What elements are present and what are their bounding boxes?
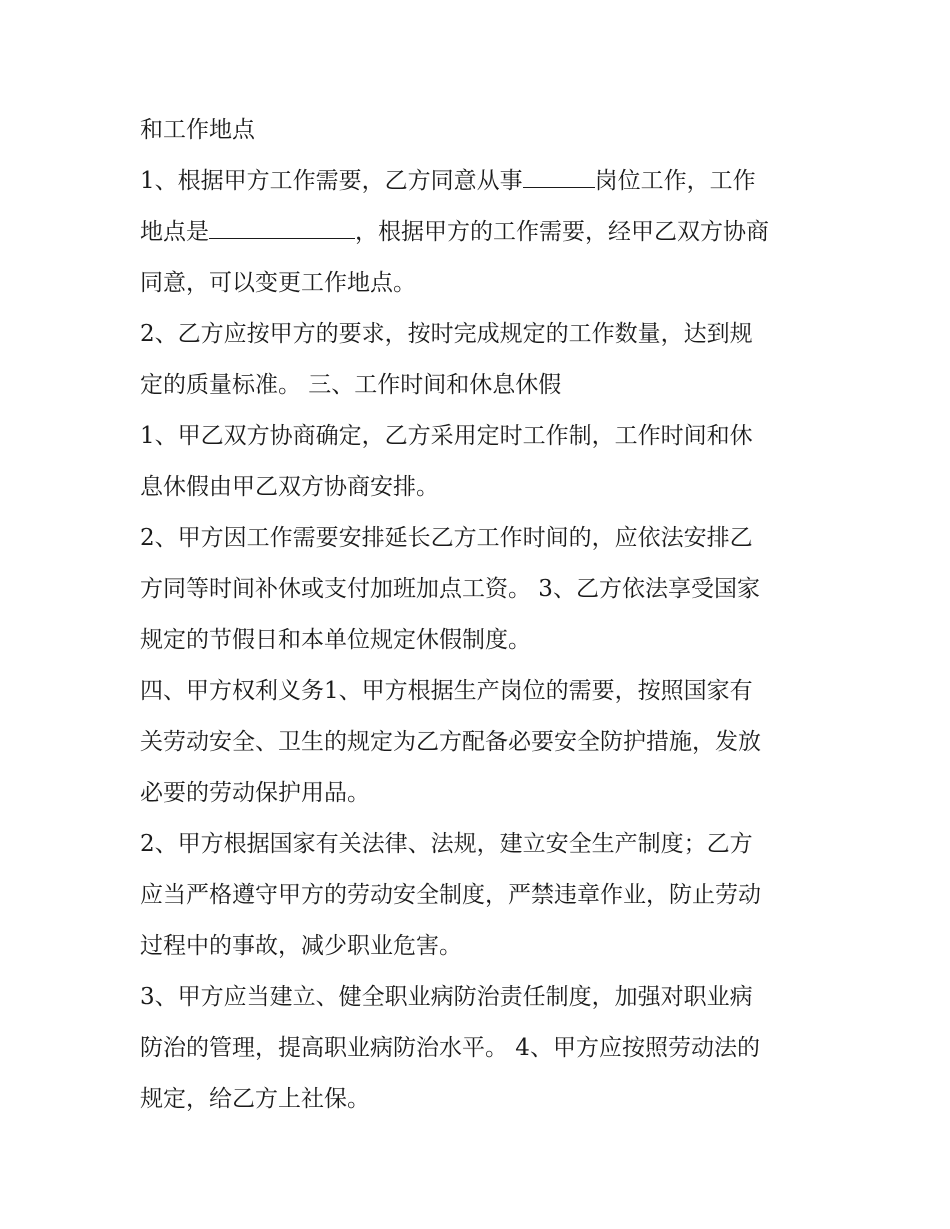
text-line: 同意，可以变更工作地点。 xyxy=(140,270,416,296)
text-line: 2、甲方因工作需要安排延长乙方工作时间的，应依法安排乙 xyxy=(140,525,753,551)
text-line: 息休假由甲乙双方协商安排。 xyxy=(140,474,439,500)
document-body xyxy=(140,105,830,1125)
fill-in-blank-position[interactable] xyxy=(523,165,595,188)
text-line: 1、甲乙双方协商确定，乙方采用定时工作制，工作时间和休 xyxy=(140,423,753,449)
text-line: 2、乙方应按甲方的要求，按时完成规定的工作数量，达到规 xyxy=(140,321,753,347)
text-line: 方同等时间补休或支付加班加点工资。 3、乙方依法享受国家 xyxy=(140,576,760,602)
text-line xyxy=(140,207,830,258)
text-line: 应当严格遵守甲方的劳动安全制度，严禁违章作业，防止劳动 xyxy=(140,882,761,908)
text-line: 必要的劳动保护用品。 xyxy=(140,780,370,806)
text-line: 3、甲方应当建立、健全职业病防治责任制度，加强对职业病 xyxy=(140,984,753,1010)
text-segment: 地点是 xyxy=(140,219,209,245)
text-line: 防治的管理，提高职业病防治水平。 4、甲方应按照劳动法的 xyxy=(140,1035,760,1061)
text-line xyxy=(140,156,830,207)
text-line: 2、甲方根据国家有关法律、法规，建立安全生产制度；乙方 xyxy=(140,831,753,857)
text-segment: 岗位工作，工作 xyxy=(594,168,756,194)
text-segment: 1、根据甲方工作需要，乙方同意从事 xyxy=(140,168,523,194)
text-line: 过程中的事故，减少职业危害。 xyxy=(140,933,462,959)
text-line: 规定，给乙方上社保。 xyxy=(140,1086,370,1112)
text-line: 四、甲方权利义务1、甲方根据生产岗位的需要，按照国家有 xyxy=(140,678,753,704)
fill-in-blank-location[interactable] xyxy=(209,216,355,239)
text-segment: ，根据甲方的工作需要，经甲乙双方协商 xyxy=(355,219,769,245)
text-line: 关劳动安全、卫生的规定为乙方配备必要安全防护措施，发放 xyxy=(140,729,761,755)
text-line: 定的质量标准。 三、工作时间和休息休假 xyxy=(140,372,562,398)
text-line: 规定的节假日和本单位规定休假制度。 xyxy=(140,627,531,653)
text-line: 和工作地点 xyxy=(140,117,255,143)
